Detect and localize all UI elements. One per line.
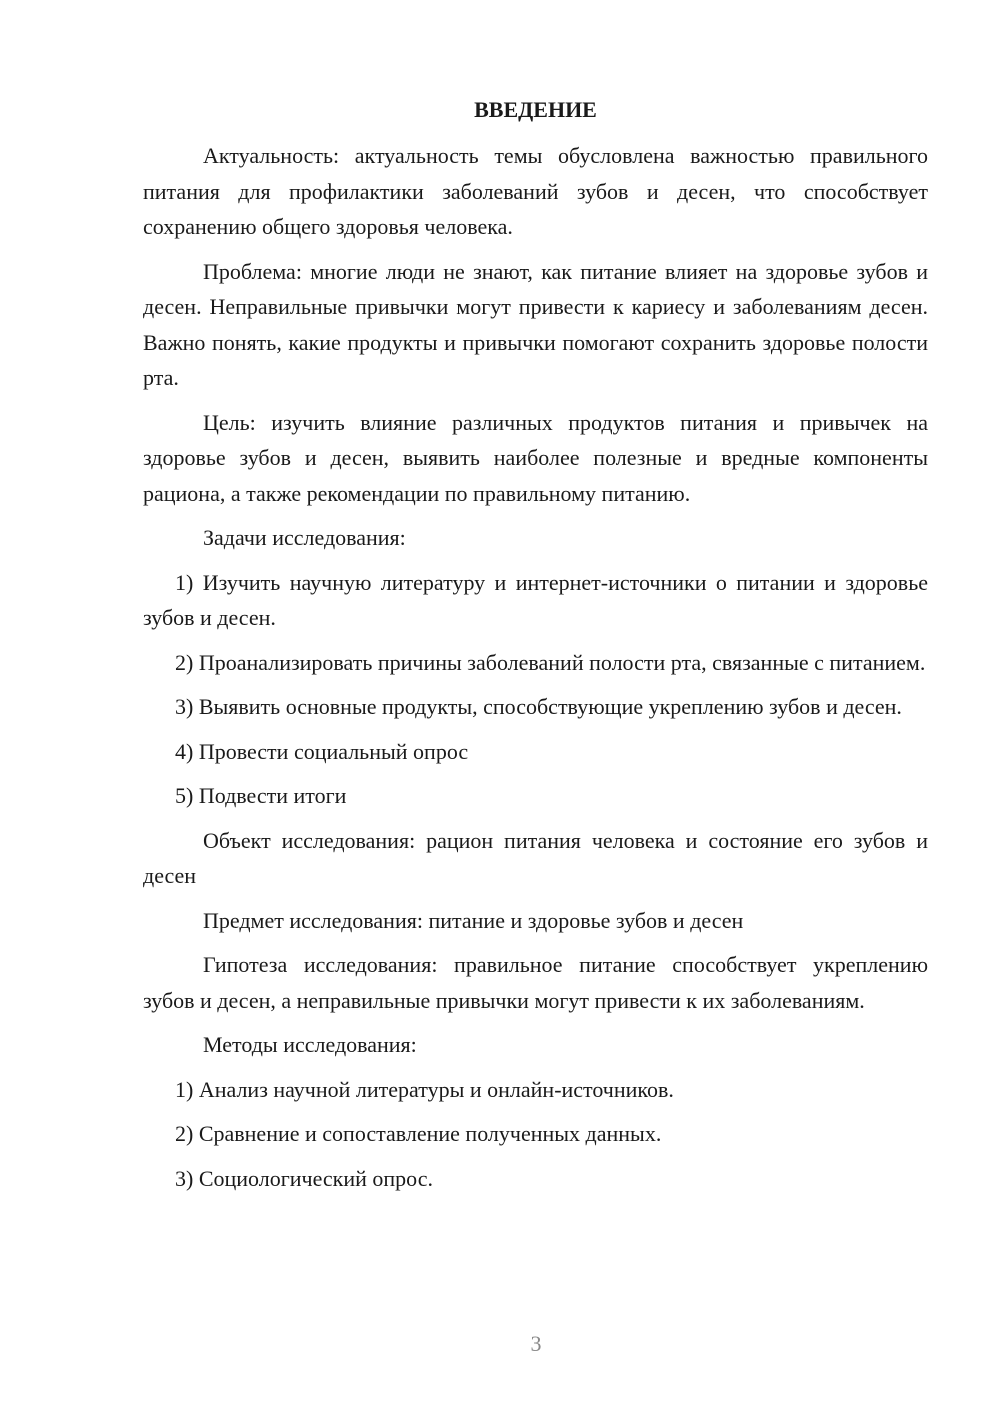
tasks-heading: Задачи исследования: [203,525,406,550]
task-item-1: 1) Изучить научную литературу и интернет-источники о питании и здоровье зубов и десен. [143,569,928,630]
method-item-1: 1) Анализ научной литературы и онлайн-источников. [175,1076,674,1102]
document-page [143,92,928,1205]
page-number: 3 [530,1331,542,1356]
relevance-paragraph: Актуальность: актуальность темы обусловлена важностью правильного питания для профилактики заболеваний зубов и десен, что способствует сохранению общего здоровья человека. [143,143,928,239]
subject-paragraph: Предмет исследования: питание и здоровье зубов и десен [203,907,744,933]
method-item-2: 2) Сравнение и сопоставление полученных данных. [175,1121,662,1146]
task-item-5: 5) Подвести итоги [175,783,347,808]
goal-paragraph: Цель: изучить влияние различных продуктов питания и привычек на здоровье зубов и десен, выявить наиболее полезные и вредные компоненты рациона, а также рекомендации по правильному питанию. [143,409,928,506]
task-item-2: 2) Проанализировать причины заболеваний полости рта, связанные с питанием. [175,649,926,675]
problem-paragraph: Проблема: многие люди не знают, как питание влияет на здоровье зубов и десен. Неправильные привычки могут привести к кариесу и заболеваниям десен. Важно понять, какие продукты и привычки помогают сохранить здоровье полости рта. [143,258,928,390]
task-item-3: 3) Выявить основные продукты, способствующие укреплению зубов и десен. [175,694,902,719]
hypothesis-paragraph: Гипотеза исследования: правильное питание способствует укреплению зубов и десен, а неправильные привычки могут привести к их заболеваниям. [143,952,928,1013]
object-paragraph: Объект исследования: рацион питания человека и состояние его зубов и десен [143,827,928,888]
task-item-4: 4) Провести социальный опрос [175,738,469,764]
methods-heading: Методы исследования: [203,1032,417,1057]
section-title: ВВЕДЕНИЕ [474,97,597,122]
method-item-3: 3) Социологический опрос. [175,1165,433,1191]
